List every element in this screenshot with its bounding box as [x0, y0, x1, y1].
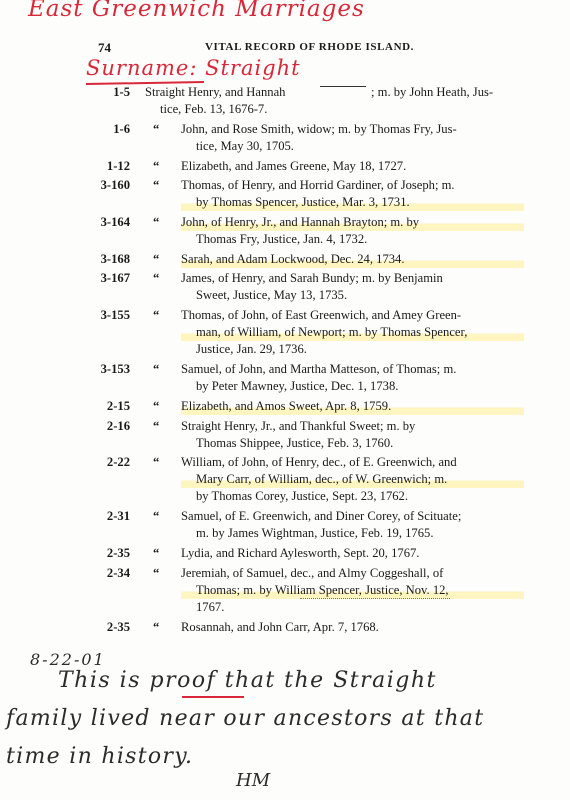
handwritten-initials: HM: [236, 770, 271, 791]
record-text-line: William, of John, of Henry, dec., of E. Greenwich, and: [181, 455, 457, 470]
record-ref: 1-6: [113, 121, 130, 136]
record-entry: [0, 418, 570, 452]
ditto-mark: “: [153, 455, 160, 470]
record-ref: 2-15: [106, 399, 130, 413]
record-text-line: Thomas Fry, Justice, Jan. 4, 1732.: [196, 232, 368, 246]
handwritten-note-line-2: family lived near our ancestors at that: [6, 706, 485, 731]
record-ref: 2-35: [106, 619, 130, 634]
handwritten-surname-label: Surname: Straight: [86, 56, 301, 80]
ditto-mark: “: [153, 308, 160, 323]
ditto-mark: “: [153, 158, 160, 173]
record-text-line: Rosannah, and John Carr, Apr. 7, 1768.: [181, 619, 379, 634]
record-text-line: Thomas, of John, of East Greenwich, and Amey Green-: [181, 308, 462, 323]
record-text-line: by Thomas Spencer, Justice, Mar. 3, 1731.: [181, 194, 524, 211]
handwritten-note-line-1: This is proof that the Straight: [58, 668, 437, 693]
ditto-mark: “: [153, 251, 160, 266]
record-text-line: John, and Rose Smith, widow; m. by Thomas Fry, Jus-: [181, 121, 457, 136]
record-text-line: by Peter Mawney, Justice, Dec. 1, 1738.: [196, 379, 399, 394]
ditto-mark: “: [153, 362, 160, 377]
record-ref: 2-22: [106, 455, 130, 470]
record-ref: 1-12: [106, 158, 130, 173]
record-ref: 3-167: [100, 271, 130, 286]
record-text-line: Straight Henry, and Hannah: [145, 85, 286, 99]
blank-dash: [320, 86, 366, 87]
record-entry: [0, 158, 570, 175]
record-ref: 3-155: [100, 308, 130, 323]
record-entry: [0, 361, 570, 395]
record-text-line: 1767.: [196, 599, 225, 614]
record-text-line: m. by James Wightman, Justice, Feb. 19, 1765.: [196, 526, 434, 541]
ditto-mark: “: [153, 178, 160, 193]
record-text-line: man, of William, of Newport; m. by Thomas Spencer,: [181, 324, 524, 341]
handwritten-date: 8-22-01: [30, 650, 106, 669]
record-entry: [0, 121, 570, 155]
record-ref: 2-16: [106, 418, 130, 433]
ditto-mark: “: [153, 399, 160, 413]
record-text-line: Elizabeth, and James Greene, May 18, 1727.: [181, 158, 407, 173]
record-text-line: Thomas; m. by William Spencer, Justice, Nov. 12,: [181, 582, 524, 599]
record-entry: [0, 307, 570, 359]
record-entry: [0, 84, 570, 118]
record-text-line: tice, May 30, 1705.: [196, 138, 294, 153]
ditto-mark: “: [153, 418, 160, 433]
record-ref: 2-31: [106, 509, 130, 524]
ditto-mark: “: [153, 619, 160, 634]
record-text-line: James, of Henry, and Sarah Bundy; m. by Benjamin: [181, 271, 443, 286]
record-text-line: ; m. by John Heath, Jus-: [371, 85, 494, 99]
record-text-line: John, of Henry, Jr., and Hannah Brayton; m. by: [181, 214, 524, 231]
record-ref: 1-5: [113, 85, 130, 99]
record-ref: 3-160: [100, 178, 130, 193]
record-text-line: Thomas Shippee, Justice, Feb. 3, 1760.: [196, 435, 394, 450]
ditto-mark: “: [153, 509, 160, 524]
record-text-line: by Thomas Corey, Justice, Sept. 23, 1762.: [196, 489, 408, 504]
record-entry: [0, 565, 570, 617]
record-ref: 3-164: [100, 215, 130, 229]
ditto-mark: “: [153, 271, 160, 286]
record-text-line: Samuel, of John, and Martha Matteson, of Thomas; m.: [181, 362, 457, 377]
handwritten-title: East Greenwich Marriages: [28, 0, 365, 22]
record-text-line: Sarah, and Adam Lockwood, Dec. 24, 1734.: [181, 251, 524, 268]
record-entry: [0, 177, 570, 211]
record-entry: [0, 398, 570, 415]
record-ref: 2-35: [106, 546, 130, 561]
record-ref: 3-153: [100, 362, 130, 377]
record-entry: [0, 508, 570, 542]
record-text-line: Lydia, and Richard Aylesworth, Sept. 20, 1767.: [181, 546, 420, 561]
record-entry: [0, 619, 570, 636]
record-text-line: Straight Henry, Jr., and Thankful Sweet; m. by: [181, 418, 416, 433]
record-text-line: Justice, Jan. 29, 1736.: [196, 342, 307, 357]
ditto-mark: “: [153, 121, 160, 136]
record-text-line: Sweet, Justice, May 13, 1735.: [196, 288, 348, 303]
record-cut-line: [300, 598, 450, 603]
record-text-line: Elizabeth, and Amos Sweet, Apr. 8, 1759.: [181, 398, 524, 415]
proof-underline: [182, 696, 244, 698]
running-title: VITAL RECORD OF RHODE ISLAND.: [205, 41, 415, 53]
record-ref: 2-34: [106, 565, 130, 580]
record-text-line: Thomas, of Henry, and Horrid Gardiner, of Joseph; m.: [181, 178, 455, 193]
record-entry: [0, 251, 570, 268]
record-text-line: tice, Feb. 13, 1676-7.: [160, 102, 268, 117]
record-text-line: Mary Carr, of William, dec., of W. Greenwich; m.: [181, 471, 524, 488]
record-text-line: Samuel, of E. Greenwich, and Diner Corey, of Scituate;: [181, 509, 462, 524]
record-text-line: Jeremiah, of Samuel, dec., and Almy Coggeshall, of: [181, 565, 444, 580]
handwritten-note-line-3: time in history.: [6, 744, 194, 769]
record-entry: [0, 454, 570, 506]
record-ref: 3-168: [100, 251, 130, 266]
page-number: 74: [98, 40, 111, 55]
record-entry: [0, 214, 570, 248]
ditto-mark: “: [153, 546, 160, 561]
ditto-mark: “: [153, 565, 160, 580]
ditto-mark: “: [153, 215, 160, 229]
record-entry: [0, 545, 570, 562]
record-entry: [0, 270, 570, 304]
